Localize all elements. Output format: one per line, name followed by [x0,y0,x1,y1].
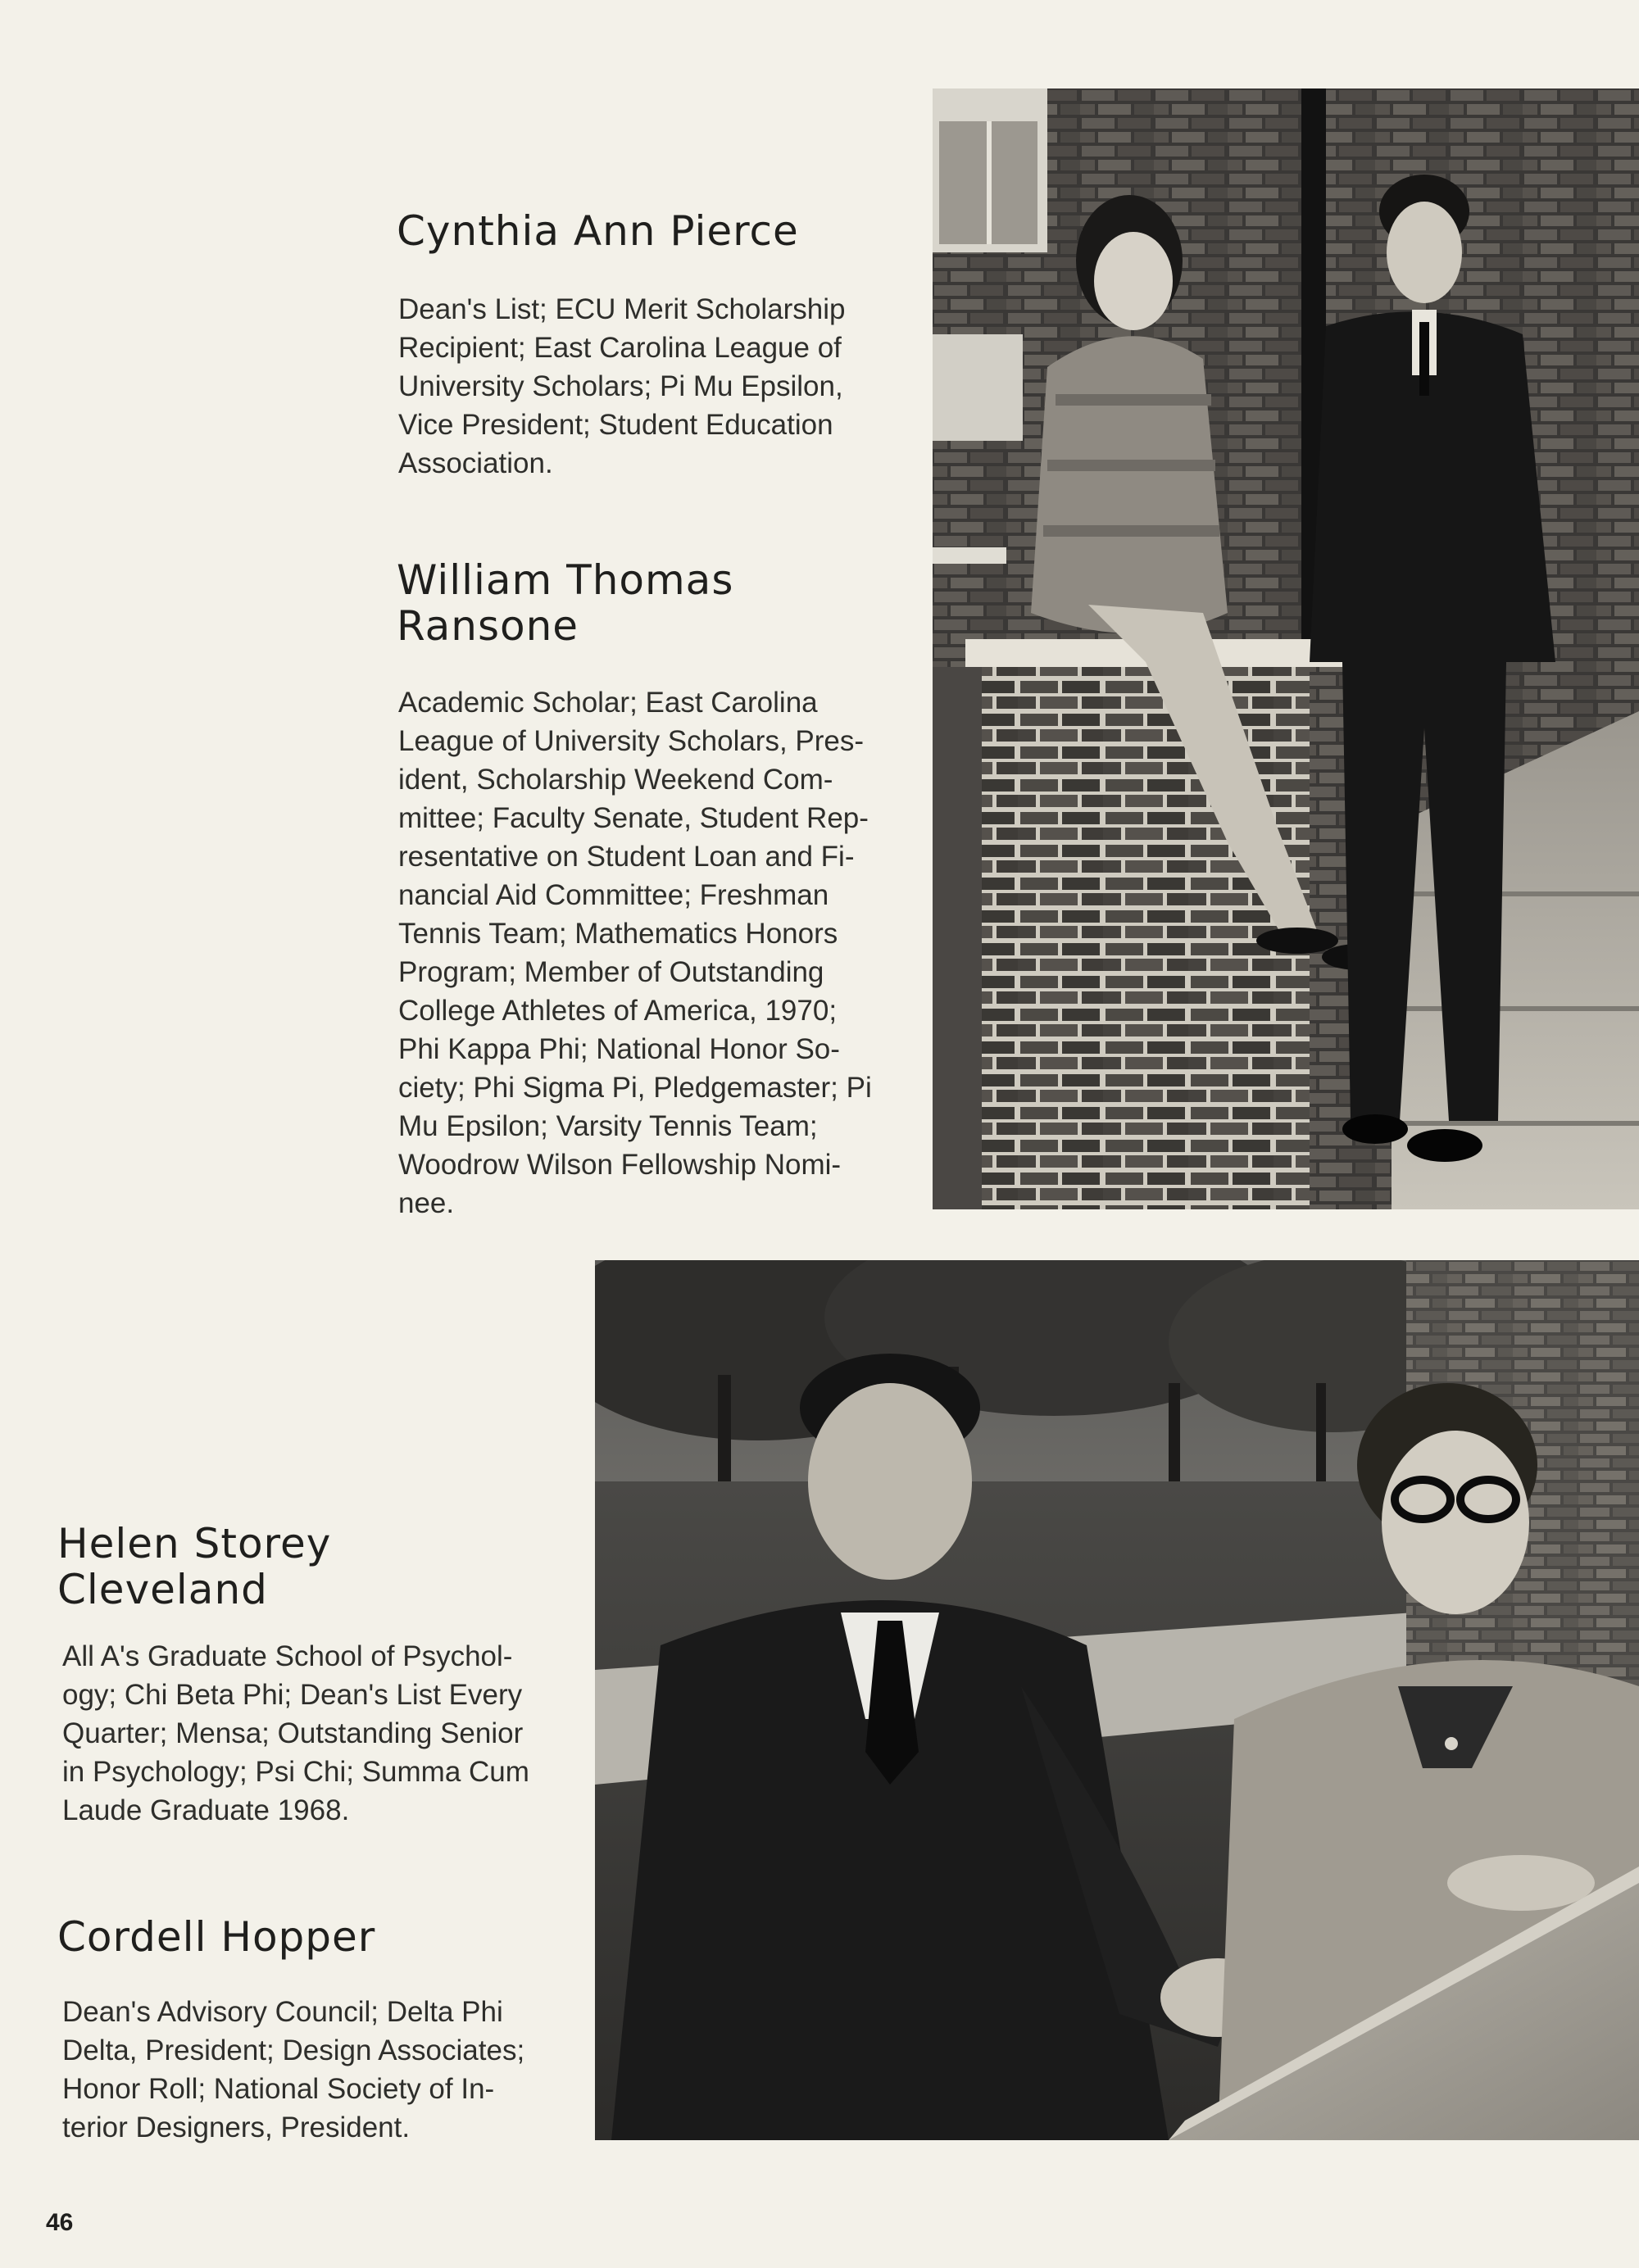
photo-cleveland-hopper [595,1260,1639,2140]
profile-name-cynthia-pierce: Cynthia Ann Pierce [397,207,799,255]
profile-bio-helen-cleveland: All A's Graduate School of Psychol- ogy; Chi Beta Phi; Dean's List Every Quarter; Mensa; Outstanding Senior in Psychology; Psi Chi; Summa Cum Laude Graduate 1968. [62,1640,529,1826]
profile-name-cordell-hopper: Cordell Hopper [57,1913,376,1961]
profile-name-helen-cleveland: Helen Storey Cleveland [57,1520,332,1613]
photo-pierce-ransone [933,88,1639,1209]
profile-name-william-ransone: William Thomas Ransone [397,556,734,650]
page-number: 46 [46,2209,74,2236]
profile-bio-william-ransone: Academic Scholar; East Carolina League of University Scholars, Pres- ident, Scholarship Weekend Com- mittee; Faculty Senate, Student Rep- resentative on Student Loan and Fi- nancial Aid Committee; Freshman Tennis Team; Mathematics Honors Program; Member of Outstanding College Athletes of America, 1970; Phi Kappa Phi; National Honor So- ciety; Phi Sigma Pi, Pledgemaster; Pi Mu Epsilon; Varsity Tennis Team; Woodrow Wilson Fellowship Nomi- nee. [398,687,872,1219]
profile-bio-cordell-hopper: Dean's Advisory Council; Delta Phi Delta, President; Design Associates; Honor Roll; National Society of In- terior Designers, President. [62,1996,525,2143]
profile-bio-cynthia-pierce: Dean's List; ECU Merit Scholarship Recipient; East Carolina League of University Scholars; Pi Mu Epsilon, Vice President; Student Education Association. [398,293,846,479]
